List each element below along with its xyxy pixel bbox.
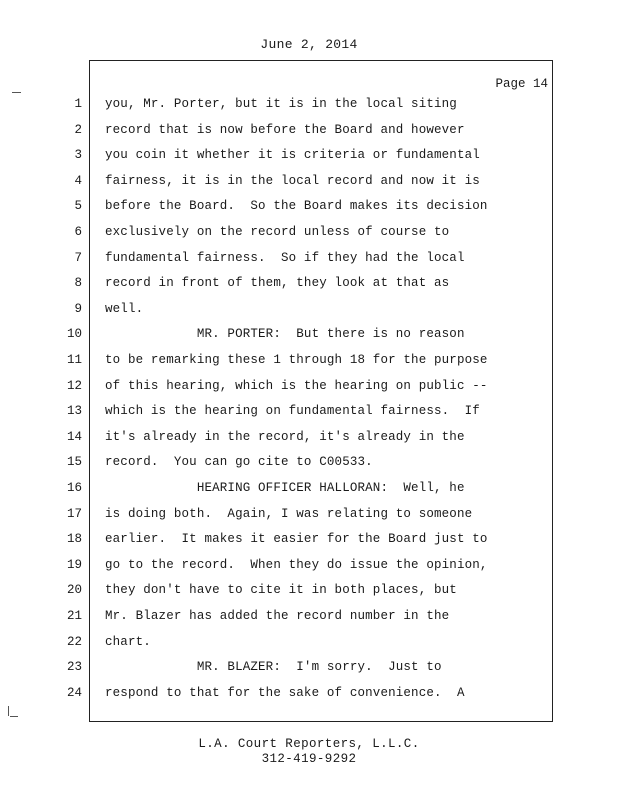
line-number: 22	[66, 634, 82, 649]
line-number: 19	[66, 557, 82, 572]
transcript-line: exclusively on the record unless of course to	[105, 225, 450, 239]
transcript-line: it's already in the record, it's already in the	[105, 429, 465, 444]
line-number: 3	[74, 148, 82, 163]
footer-company: L.A. Court Reporters, L.L.C.	[198, 737, 420, 751]
line-number: 10	[66, 327, 82, 342]
scan-speck	[10, 716, 18, 717]
line-number: 18	[66, 532, 82, 547]
line-number: 6	[74, 225, 82, 239]
transcript-line: go to the record. When they do issue the opinion,	[105, 557, 488, 572]
line-number: 24	[66, 685, 82, 700]
line-number: 21	[66, 609, 82, 623]
line-number: 9	[74, 301, 82, 316]
transcript-line: they don't have to cite it in both places, but	[105, 583, 457, 598]
page-number: Page 14	[495, 77, 548, 91]
line-number: 13	[66, 404, 82, 419]
transcript-line: is doing both. Again, I was relating to someone	[105, 506, 473, 521]
line-number: 15	[66, 455, 82, 470]
line-number: 4	[74, 173, 82, 188]
line-number: 2	[74, 122, 82, 137]
transcript-line: record that is now before the Board and however	[105, 122, 465, 137]
transcript-line: MR. PORTER: But there is no reason	[105, 327, 465, 342]
transcript-line: respond to that for the sake of convenience. A	[105, 685, 465, 700]
line-number: 1	[74, 97, 82, 111]
scan-speck	[8, 706, 9, 716]
line-number: 5	[74, 199, 82, 214]
transcript-line: fundamental fairness. So if they had the local	[105, 250, 465, 265]
transcript-line: Mr. Blazer has added the record number in the	[105, 609, 450, 623]
line-number: 14	[66, 429, 82, 444]
transcript-line: of this hearing, which is the hearing on public --	[105, 378, 488, 393]
line-number: 17	[66, 506, 82, 521]
footer-phone: 312-419-9292	[261, 752, 357, 766]
scan-speck	[12, 92, 21, 93]
line-number: 11	[66, 353, 82, 367]
line-number: 16	[66, 481, 82, 495]
transcript-line: HEARING OFFICER HALLORAN: Well, he	[105, 481, 465, 495]
transcript-line: record in front of them, they look at that as	[105, 276, 450, 291]
transcript-line: chart.	[105, 634, 151, 649]
line-number: 7	[74, 250, 82, 265]
transcript-line: well.	[105, 301, 144, 316]
transcript-line: you, Mr. Porter, but it is in the local siting	[105, 97, 457, 111]
transcript-line: earlier. It makes it easier for the Board just to	[105, 532, 488, 547]
line-number: 8	[74, 276, 82, 291]
transcript-line: you coin it whether it is criteria or fundamental	[105, 148, 480, 163]
transcript-line: MR. BLAZER: I'm sorry. Just to	[105, 660, 442, 675]
transcript-line: which is the hearing on fundamental fairness. If	[105, 404, 480, 419]
transcript-line: to be remarking these 1 through 18 for the purpose	[105, 353, 488, 367]
line-number: 23	[66, 660, 82, 675]
transcript-line: fairness, it is in the local record and now it is	[105, 173, 480, 188]
transcript-line: before the Board. So the Board makes its decision	[105, 199, 488, 214]
line-number: 12	[66, 378, 82, 393]
header-date: June 2, 2014	[260, 37, 358, 52]
line-number: 20	[66, 583, 82, 598]
transcript-line: record. You can go cite to C00533.	[105, 455, 373, 470]
